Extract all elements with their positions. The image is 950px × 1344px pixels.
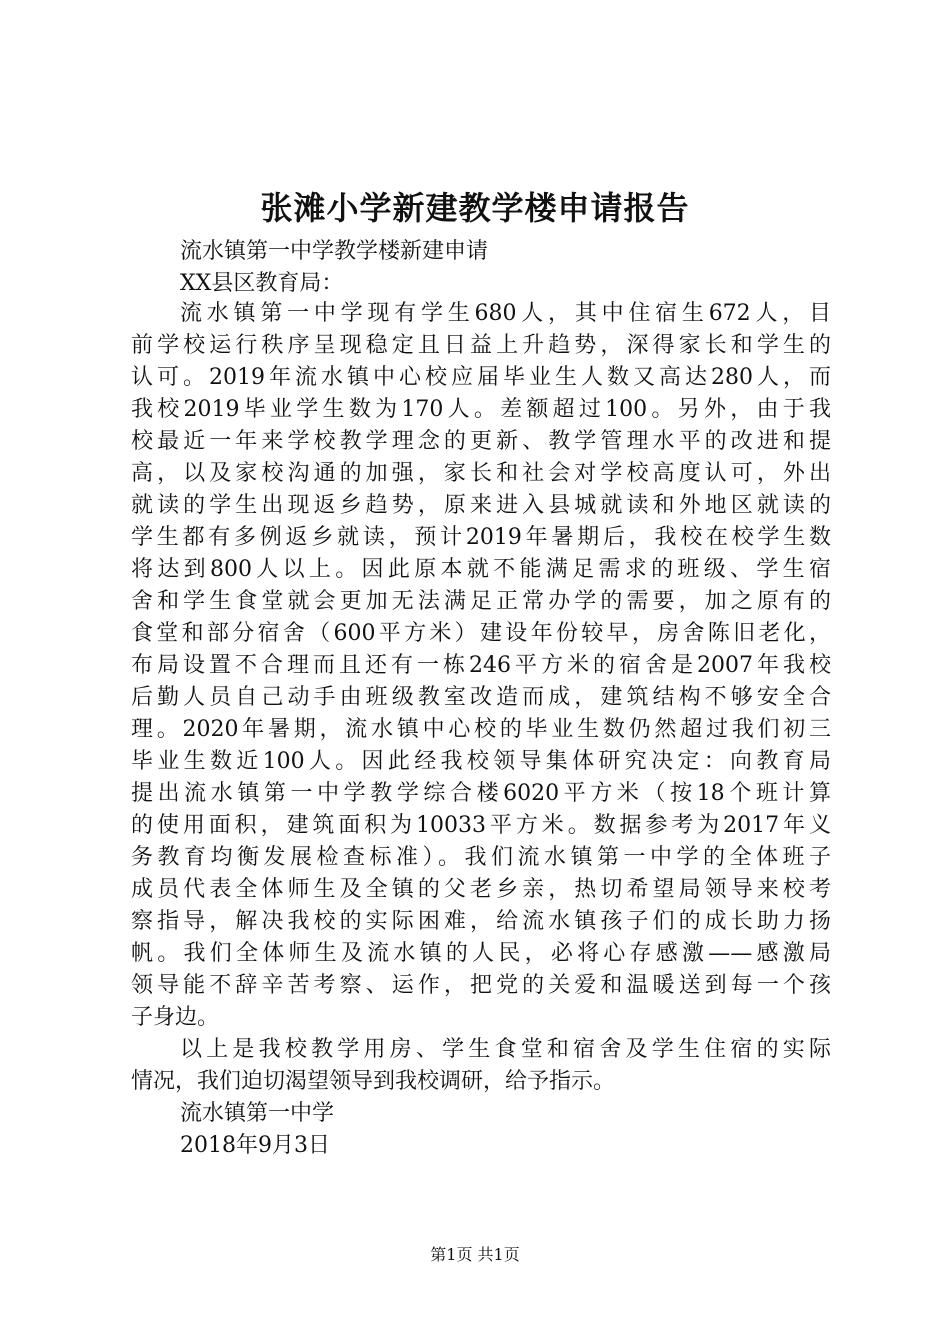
paragraph-line: 就读的学生出现返乡趋势，原来进入县城就读和外地区就读的 — [131, 493, 831, 518]
paragraph-line: 情况，我们迫切渴望领导到我校调研，给予指示。 — [131, 1069, 616, 1094]
paragraph-line: 我校2019毕业学生数为170人。差额超过100。另外，由于我 — [131, 397, 831, 422]
paragraph-line: 理。2020年暑期，流水镇中心校的毕业生数仍然超过我们初三 — [131, 717, 831, 742]
paragraph-line: 将达到800人以上。因此原本就不能满足需求的班级、学生宿 — [131, 557, 831, 582]
paragraph-line: 提出流水镇第一中学教学综合楼6020平方米（按18个班计算 — [131, 781, 831, 806]
paragraph-line: 察指导，解决我校的实际困难，给流水镇孩子们的成长助力扬 — [131, 909, 831, 934]
paragraph-line: 前学校运行秩序呈现稳定且日益上升趋势，深得家长和学生的 — [131, 333, 831, 358]
paragraph-line: 校最近一年来学校教学理念的更新、教学管理水平的改进和提 — [131, 429, 831, 454]
paragraph-line: 的使用面积，建筑面积为10033平方米。数据参考为2017年义 — [131, 813, 831, 838]
signature: 流水镇第一中学 — [180, 1101, 335, 1126]
paragraph-line: 务教育均衡发展检查标准）。我们流水镇第一中学的全体班子 — [131, 845, 831, 870]
paragraph-line: 流水镇第一中学现有学生680人，其中住宿生672人，目 — [180, 301, 831, 326]
addressee: XX县区教育局： — [180, 271, 344, 296]
paragraph-line: 学生都有多例返乡就读，预计2019年暑期后，我校在校学生数 — [131, 525, 831, 550]
paragraph-line: 帆。我们全体师生及流水镇的人民，必将心存感激——感激局 — [131, 941, 831, 966]
paragraph-line: 领导能不辞辛苦考察、运作，把党的关爱和温暖送到每一个孩 — [131, 973, 831, 998]
paragraph-line: 高，以及家校沟通的加强，家长和社会对学校高度认可，外出 — [131, 461, 831, 486]
paragraph-line: 舍和学生食堂就会更加无法满足正常办学的需要，加之原有的 — [131, 589, 831, 614]
paragraph-line: 毕业生数近100人。因此经我校领导集体研究决定：向教育局 — [131, 749, 831, 774]
paragraph-line: 布局设置不合理而且还有一栋246平方米的宿舍是2007年我校 — [131, 653, 831, 678]
paragraph-line: 以上是我校教学用房、学生食堂和宿舍及学生住宿的实际 — [180, 1037, 831, 1062]
paragraph-line: 认可。2019年流水镇中心校应届毕业生人数又高达280人，而 — [131, 365, 831, 390]
document-subtitle: 流水镇第一中学教学楼新建申请 — [180, 239, 489, 264]
paragraph-line: 后勤人员自己动手由班级教室改造而成，建筑结构不够安全合 — [131, 685, 831, 710]
paragraph-line: 食堂和部分宿舍（600平方米）建设年份较早，房舍陈旧老化， — [131, 621, 831, 646]
paragraph-line: 子身边。 — [131, 1005, 220, 1030]
document-date: 2018年9月3日 — [180, 1133, 330, 1158]
page-footer: 第1页 共1页 — [430, 1245, 520, 1264]
paragraph-line: 成员代表全体师生及全镇的父老乡亲，热切希望局领导来校考 — [131, 877, 831, 902]
document-title: 张滩小学新建教学楼申请报告 — [260, 189, 690, 227]
